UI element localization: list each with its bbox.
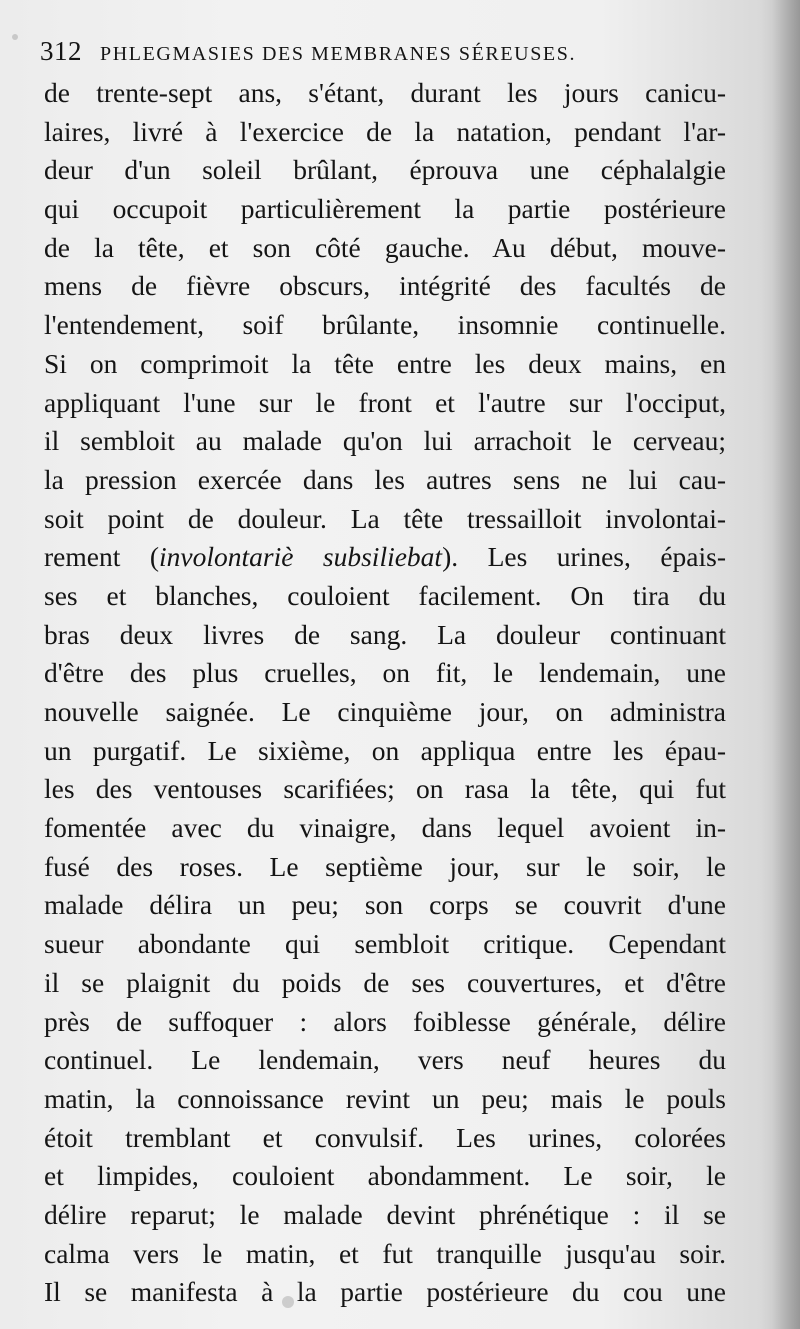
text-line: ses et blanches, couloient facilement. On tira du [44,579,726,611]
page-number: 312 [40,36,82,66]
text-line: les des ventouses scarifiées; on rasa la tête, qui fut [44,773,726,805]
text-line: il se plaignit du poids de ses couvertures, et d'être [44,966,726,998]
running-head: PHLEGMASIES DES MEMBRANES SÉREUSES. [100,43,577,65]
text-line: laires, livré à l'exercice de la natation, pendant l'ar- [44,115,726,147]
text-line: rement (involontariè subsiliebat). Les urines, épais- [44,541,726,573]
text-line: sueur abondante qui sembloit critique. Cependant [44,928,726,960]
ink-speck [282,1296,294,1308]
text-line: deur d'un soleil brûlant, éprouva une céphalalgie [44,154,726,186]
text-line: Il se manifesta à la partie postérieure du cou une [44,1276,726,1308]
text-line: appliquant l'une sur le front et l'autre sur l'occiput, [44,386,726,418]
text-line: qui occupoit particulièrement la partie postérieure [44,193,726,225]
text-line: matin, la connoissance revint un peu; mais le pouls [44,1082,726,1114]
page-header [40,36,740,70]
page-edge-shadow [772,0,800,1329]
text-line: malade délira un peu; son corps se couvrit d'une [44,889,726,921]
text-line: calma vers le matin, et fut tranquille jusqu'au soir. [44,1237,726,1269]
text-line: fusé des roses. Le septième jour, sur le soir, le [44,850,726,882]
ink-speck [12,34,18,40]
text-line: mens de fièvre obscurs, intégrité des facultés de [44,270,726,302]
text-line: bras deux livres de sang. La douleur continuant [44,618,726,650]
latin-phrase: involontariè subsiliebat [159,541,443,573]
text-line: de la tête, et son côté gauche. Au début, mouve- [44,231,726,263]
text-line: délire reparut; le malade devint phrénétique : il se [44,1198,726,1230]
text-line: nouvelle saignée. Le cinquième jour, on administra [44,696,726,727]
text-line: près de suffoquer : alors foiblesse générale, délire [44,1005,726,1037]
text-line: soit point de douleur. La tête tressailloit involontai- [44,502,726,534]
text-line: fomentée avec du vinaigre, dans lequel avoient in- [44,812,726,844]
text-line: il sembloit au malade qu'on lui arrachoit le cerveau; [44,425,726,457]
text-line: Si on comprimoit la tête entre les deux mains, en [44,347,726,379]
text-line: un purgatif. Le sixième, on appliqua entre les épau- [44,734,726,766]
text-line: la pression exercée dans les autres sens ne lui cau- [44,463,726,495]
body-text [44,74,726,1312]
text-line: étoit tremblant et convulsif. Les urines, colorées [44,1121,726,1153]
text-line: de trente-sept ans, s'étant, durant les jours canicu- [44,77,726,108]
text-line: et limpides, couloient abondamment. Le soir, le [44,1160,726,1192]
text-line: d'être des plus cruelles, on fit, le lendemain, une [44,657,726,689]
text-line: continuel. Le lendemain, vers neuf heures du [44,1044,726,1076]
text-line: l'entendement, soif brûlante, insomnie continuelle. [44,309,726,341]
